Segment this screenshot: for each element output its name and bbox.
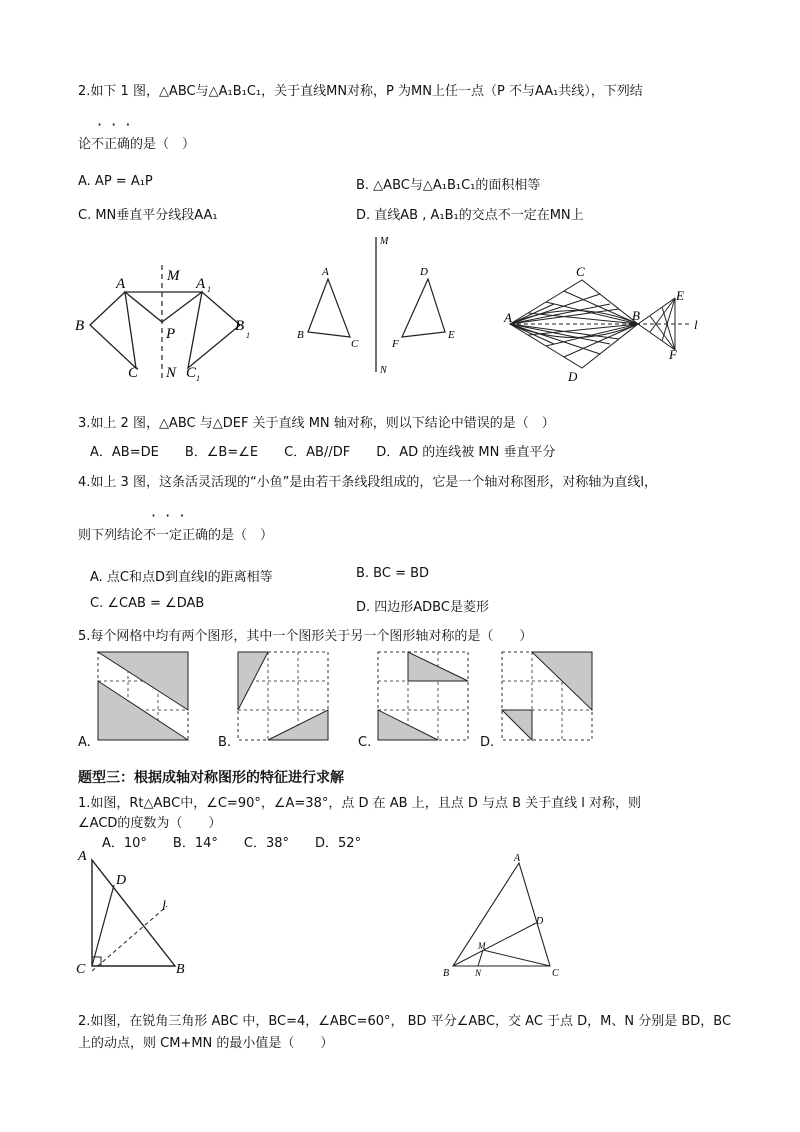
acute-label-d: D <box>536 916 544 927</box>
q5-label-c: C. <box>358 735 372 750</box>
triangle-abc <box>308 279 350 337</box>
q4-option-c: C. ∠CAB = ∠DAB <box>90 596 205 611</box>
fig1-label-a1: A <box>196 276 206 292</box>
fig1-label-b1: B <box>235 318 245 334</box>
figure-acute-triangle <box>440 848 570 983</box>
acute-label-m: M <box>478 941 486 951</box>
s3q1-line2: ∠ACD的度数为（ ） <box>78 816 222 831</box>
fig1-shape <box>90 292 240 368</box>
q4-option-d: D. 四边形ADBC是菱形 <box>356 600 489 615</box>
acute-label-c: C <box>552 968 559 979</box>
fig2-label-b: B <box>297 329 304 341</box>
fig1-label-p: P <box>166 326 176 342</box>
acute-label-b: B <box>443 968 450 979</box>
acute-label-n: N <box>475 968 482 978</box>
fig2-label-f: F <box>392 338 399 350</box>
acute-label-a: A <box>514 853 521 864</box>
q5-stem: 5.每个网格中均有两个图形，其中一个图形关于另一个图形轴对称的是（ ） <box>78 629 533 644</box>
fig2-label-m: M <box>380 236 389 247</box>
q3-options: A．AB=DE B．∠B=∠E C．AB//DF D．AD 的连线被 MN 垂直平分 <box>90 445 556 460</box>
fig2-label-n: N <box>380 365 387 376</box>
rt-label-d: D <box>116 873 127 888</box>
fig3-label-l: l <box>694 317 698 332</box>
fig1-label-b: B <box>75 318 85 334</box>
q4-stem: 4.如上 3 图，这条活灵活现的“小鱼”是由若干条线段组成的，它是一个轴对称图形，对称轴为直线l， <box>78 475 658 490</box>
fig1-label-c1: C <box>186 365 197 381</box>
section-heading: 题型三：根据成轴对称图形的特征进行求解 <box>78 770 344 786</box>
q2-option-c: C. MN垂直平分线段AA₁ <box>78 208 218 223</box>
rt-label-c: C <box>76 962 86 977</box>
fig1-label-c1-sub: 1 <box>196 374 200 383</box>
fig1-label-c: C <box>128 365 139 381</box>
q5-label-a: A. <box>78 735 91 750</box>
fig1-label-n: N <box>166 365 177 381</box>
q2-line2: 论不正确的是（ ） <box>78 137 196 152</box>
s3q1-stem: 1.如图，Rt△ABC中，∠C=90°，∠A=38°，点 D 在 AB 上，且点 D 与点 B 关于直线 l 对称，则 <box>78 796 642 811</box>
fig2-label-e: E <box>448 329 455 341</box>
figure-2 <box>290 232 470 377</box>
s3q2-line1: 2.如图，在锐角三角形 ABC 中，BC=4，∠ABC=60°， BD 平分∠ABC，交 AC 于点 D，M、N 分别是 BD，BC <box>78 1014 732 1029</box>
figure-right-triangle <box>72 848 197 980</box>
q3-stem: 3.如上 2 图，△ABC 与△DEF 关于直线 MN 轴对称，则以下结论中错误的是（ ） <box>78 416 555 431</box>
rt-label-b: B <box>176 962 185 977</box>
fig1-label-m: M <box>167 268 180 284</box>
fig2-label-d: D <box>420 266 428 278</box>
figure-3 <box>490 262 715 387</box>
rt-label-l: l <box>162 899 166 914</box>
q2-option-d: D. 直线AB , A₁B₁的交点不一定在MN上 <box>356 208 584 223</box>
fig1-label-a1-sub: 1 <box>207 285 211 294</box>
fig2-label-c: C <box>351 338 359 350</box>
fig1-label-b1-sub: 1 <box>246 331 250 340</box>
q4-option-b: B. BC = BD <box>356 566 430 581</box>
fig3-label-b: B <box>632 308 640 323</box>
grid-d <box>502 652 594 742</box>
fig3-label-d: D <box>568 369 578 384</box>
rt-label-a: A <box>78 849 87 864</box>
fig3-label-e: E <box>676 288 684 303</box>
emphasis-dots: · · · <box>97 115 133 134</box>
grid-a <box>98 652 190 742</box>
fig3-label-a: A <box>504 310 512 325</box>
s3q1-options: A．10° B．14° C．38° D．52° <box>102 836 362 851</box>
q2-option-a: A. AP = A₁P <box>78 174 153 189</box>
q5-label-d: D. <box>480 735 495 750</box>
s3q2-line2: 上的动点，则 CM+MN 的最小值是（ ） <box>78 1036 334 1051</box>
grid-b <box>238 652 330 742</box>
fig3-label-c: C <box>576 264 585 279</box>
fig1-label-a: A <box>116 276 126 292</box>
fig2-label-a: A <box>322 266 329 278</box>
fig3-label-f: F <box>669 347 677 362</box>
emphasis-dots-q4: · · · <box>151 506 187 525</box>
q2-option-b: B. △ABC与△A₁B₁C₁的面积相等 <box>356 178 541 193</box>
grid-c <box>378 652 470 742</box>
figure-1 <box>70 260 270 385</box>
q4-option-a: A. 点C和点D到直线l的距离相等 <box>90 570 273 585</box>
triangle-def <box>402 279 445 337</box>
q4-line2: 则下列结论不一定正确的是（ ） <box>78 528 274 543</box>
q2-line1: 2.如下 1 图，△ABC与△A₁B₁C₁，关于直线MN对称，P 为MN上任一点（P 不与AA₁共线），下列结 <box>78 84 643 99</box>
q5-label-b: B. <box>218 735 232 750</box>
